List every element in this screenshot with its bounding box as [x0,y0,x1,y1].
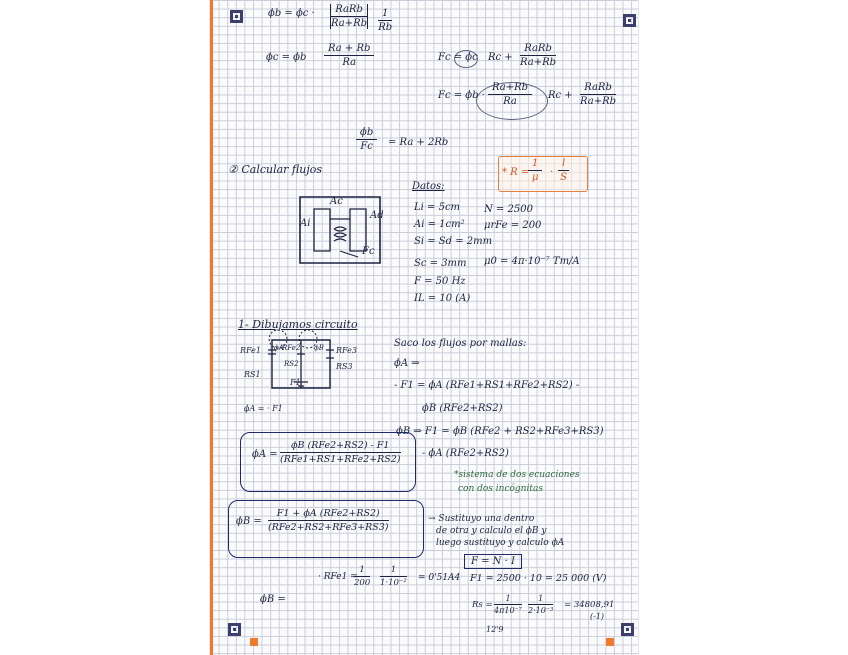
circuit-label-rfe2: RFe2 [282,344,301,352]
eq3-den: Ra+Rb [520,57,557,68]
section2-heading: ② Calcular flujos [228,163,323,176]
rs-d2: 2·10⁻³ [528,606,554,615]
corner-dot-bottom-right [606,638,614,646]
step1-heading: 1- Dibujamos circuito [238,318,358,331]
phib-line: ϕB = [260,594,286,605]
fni-formula: F = N · I [464,554,522,569]
rfe1-calc-post: = 0'51A4 [418,573,461,583]
boxb-fraction [268,508,389,533]
boxa-lhs: ϕA = [252,449,278,460]
eq5-fraction [356,127,377,152]
eq1-num: RaRb [331,4,367,17]
circuit-label-rfe3: RFe3 [336,346,357,355]
eq4-den2: Ra+Rb [580,96,617,107]
rfe1-d2: 1·10⁻² [380,578,407,588]
eq1-fraction [330,4,368,29]
datos-line-6: IL = 10 (A) [414,293,471,304]
eq4-fraction [488,82,532,107]
sust-line-2: de otra y calculo el ϕB y [436,526,547,536]
notebook-page [210,0,638,655]
corner-marker-top-right [623,14,636,27]
corner-marker-top-left [230,10,243,23]
eq4-den: Ra [503,96,517,107]
datos-title: Datos: [412,181,445,192]
rfe1-calc-pre: · RFe1 = [318,572,358,582]
core-label-ai: Ai [300,218,311,229]
rs-calc-post: = 34808,91 [564,600,615,610]
eq3-num: RaRb [520,43,556,56]
datos-line-2: Ai = 1cm² [414,219,465,230]
rs-n1: 1 [494,594,522,605]
circuit-label-rfe1: RFe1 [240,346,261,355]
note-box-num2: l [558,158,569,171]
core-label-ad: Ad [370,210,384,221]
boxa-num: ϕB (RFe2+RS2) - F1 [280,440,401,453]
eq4-fraction-2 [580,82,616,107]
eq2-den: Ra [342,57,357,68]
eq3-fraction [520,43,556,68]
mesh2-line-a: ϕB ⇒ F1 = ϕB (RFe2 + RS2+RFe3+RS3) [396,426,604,437]
sust-line-1: → Sustituyo una dentro [428,514,535,524]
datos-line-3: Si = Sd = 2mm [414,236,493,247]
phia-note: ϕA = · F1 [244,404,283,413]
eq1-frac-num: 1 [378,8,392,21]
rs-d1: 4π10⁻⁷ [494,606,522,615]
circuit-label-f1: F1 [290,378,301,387]
eq1-fraction-2 [378,8,392,33]
datos-line-1: Li = 5cm [414,202,461,213]
mesh-heading: Saco los flujos por mallas: [394,338,527,349]
boxb-lhs: ϕB = [236,516,262,527]
circuit-label-rs3: RS3 [336,362,353,371]
circuit-label-rs2: RS2 [284,360,299,368]
eq1-frac-den: Rb [378,22,393,33]
sust-line-3: luego sustituyo y calculo ϕA [436,538,565,548]
eq5-den: Fc [360,141,373,152]
rs-n2: 1 [528,594,553,605]
eq5-num: ϕb [356,127,377,140]
mesh2-line-b: - ϕA (RFe2+RS2) [422,448,509,459]
core-label-fc: Fc [362,246,375,257]
green-note-1: *sistema de dos ecuaciones [454,470,580,480]
datos-line-5: F = 50 Hz [414,276,466,287]
eq5-rhs: = Ra + 2Rb [388,137,449,148]
note-box-frac1 [528,158,542,183]
boxb-den: (RFe2+RS2+RFe3+RS3) [268,522,389,533]
datos-right-3: μ0 = 4π·10⁻⁷ Tm/A [484,256,580,267]
eq1-lhs: ϕb = ϕc · [268,8,315,19]
note-box-pre: * R = [502,167,530,178]
note-box-den2: S [560,172,568,183]
page-edge-accent [210,0,213,655]
eq2-fraction [324,43,374,68]
boxa-den: (RFe1+RS1+RFe2+RS2) [280,454,401,465]
datos-line-4: Sc = 3mm [414,258,467,269]
rfe1-frac1 [354,565,370,588]
circuit-label-phia: ϕA [274,344,284,352]
note-box-sep: · [550,167,554,178]
core-label-ac: Ac [330,196,343,207]
eq3-lhs: Fc = ϕc [438,52,478,63]
eq4-num: Ra+Rb [488,82,532,95]
eq4-lhs: Fc = ϕb · [438,90,485,101]
eq4-mid: Rc + [548,90,573,101]
datos-right-1: N = 2500 [484,204,533,215]
green-note-2: con dos incógnitas [458,484,543,494]
eq2-num: Ra + Rb [324,43,374,56]
mesh1-line-b: ϕB (RFe2+RS2) [422,403,503,414]
rfe1-d1: 200 [354,578,371,588]
mesh1-line-a: - F1 = ϕA (RFe1+RS1+RFe2+RS2) - [394,380,580,391]
tiny-note: 12'9 [486,625,504,634]
corner-dot-bottom-left [250,638,258,646]
note-box-num1: 1 [528,158,542,171]
mesh-phia-arrow: ϕA ⇒ [394,358,420,369]
corner-marker-bottom-left [228,623,241,636]
rfe1-n2: 1 [380,565,407,577]
rs-calc-pre: Rs = [472,600,493,610]
eq1-den: Ra+Rb [331,18,368,29]
rs-unit: (-1) [590,612,605,621]
corner-marker-bottom-right [621,623,634,636]
note-box-frac2 [558,158,569,183]
note-box-den1: μ [531,172,539,183]
eq3-mid: Rc + [488,52,513,63]
datos-right-2: μrFe = 200 [484,220,542,231]
rs-frac2 [528,594,553,615]
rs-frac1 [494,594,522,615]
eq2-lhs: ϕc = ϕb [266,52,307,63]
boxa-fraction [280,440,401,465]
rfe1-n1: 1 [354,565,370,577]
circuit-label-phib: ϕB [314,344,324,352]
eq4-num2: RaRb [580,82,616,95]
rfe1-frac2 [380,565,407,588]
boxb-num: F1 + ϕA (RFe2+RS2) [268,508,389,521]
circuit-label-rs1: RS1 [244,370,261,379]
f1-calc: F1 = 2500 · 10 = 25 000 (V) [470,573,607,584]
